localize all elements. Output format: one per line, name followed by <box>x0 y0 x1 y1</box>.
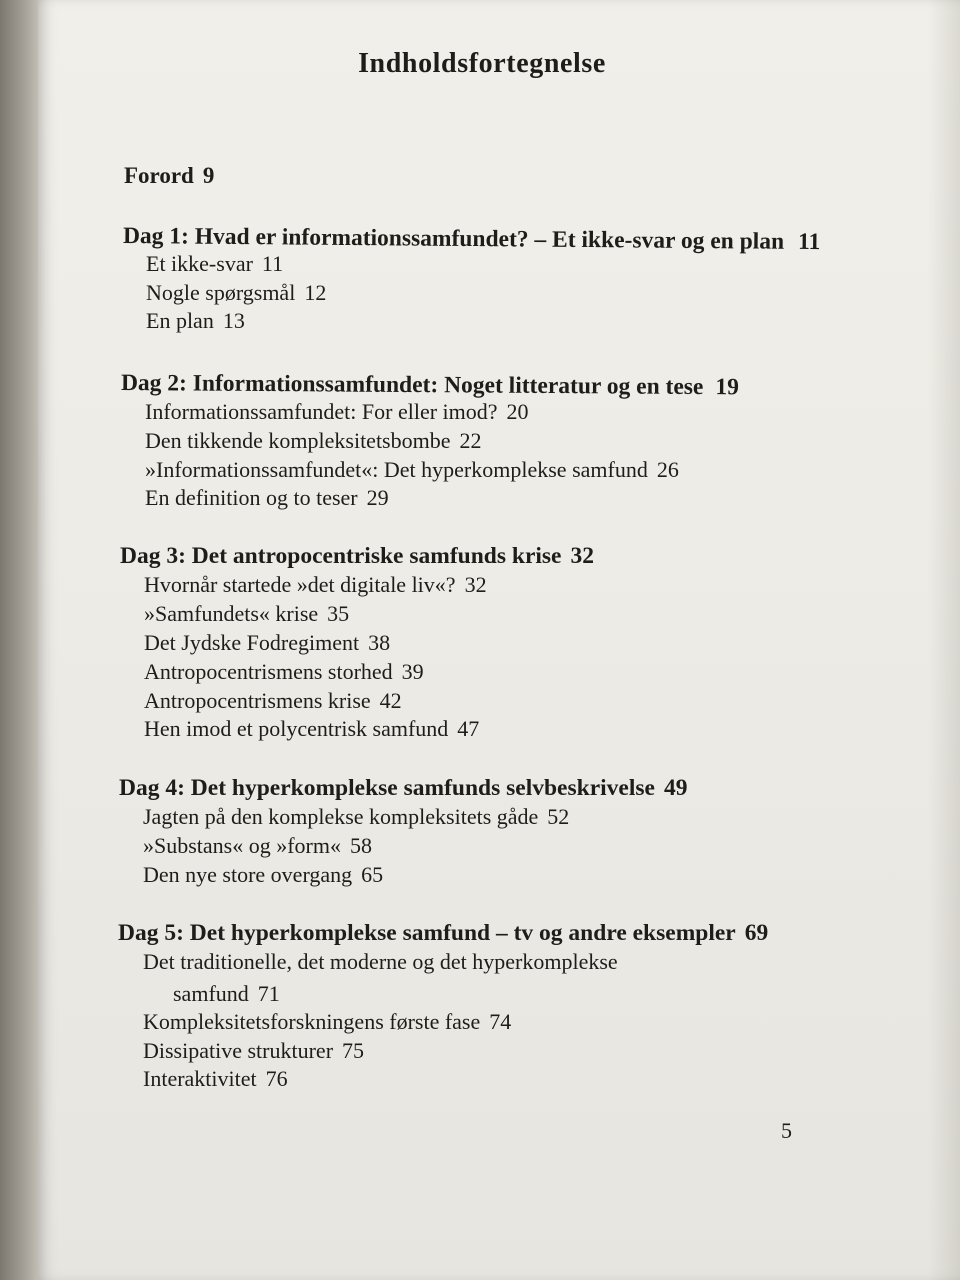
toc-page-number: 39 <box>401 659 424 684</box>
toc-page-number: 11 <box>797 228 821 256</box>
toc-entry-title: Dag 1: Hvad er informationssamfundet? – Et ikke-svar og en plan <box>122 223 785 255</box>
toc-entry-title: Informationssamfundet: For eller imod? <box>145 399 498 424</box>
toc-page-number: 58 <box>350 833 372 858</box>
toc-page-number: 71 <box>257 981 280 1006</box>
toc-page-number: 20 <box>506 399 529 424</box>
toc-page-number: 52 <box>547 804 570 829</box>
toc-page-number: 29 <box>366 485 389 510</box>
toc-page-number: 74 <box>489 1009 512 1034</box>
toc-entry-title: Dag 5: Det hyperkomplekse samfund – tv og andre eksempler <box>118 920 736 946</box>
toc-entry-title: En plan <box>146 308 214 333</box>
toc-section <box>144 632 390 654</box>
toc-section <box>143 806 569 828</box>
toc-page-number: 11 <box>261 251 284 276</box>
toc-entry-title: Hvornår startede »det digitale liv«? <box>144 572 456 597</box>
toc-page-number: 49 <box>663 775 688 801</box>
toc-entry-title: Dag 2: Informationssamfundet: Noget litteratur og en tese <box>120 370 704 401</box>
toc-section <box>143 864 383 886</box>
page-title: Indholdsfortegnelse <box>358 48 606 79</box>
toc-page-number: 12 <box>304 280 327 305</box>
toc-section <box>143 1040 364 1062</box>
toc-entry-title: Den nye store overgang <box>143 862 353 887</box>
toc-page-number: 75 <box>342 1038 365 1063</box>
toc-chapter-forord <box>124 164 214 187</box>
toc-section <box>146 253 283 275</box>
toc-page-number: 38 <box>368 630 391 655</box>
toc-section <box>144 718 479 740</box>
page-number: 5 <box>781 1118 792 1143</box>
toc-page-number: 42 <box>379 688 402 713</box>
toc-section <box>145 487 389 509</box>
toc-entry-title: Kompleksitetsforskningens første fase <box>143 1009 481 1034</box>
toc-entry-title: Den tikkende kompleksitetsbombe <box>145 428 451 453</box>
toc-page-number: 65 <box>361 862 384 887</box>
toc-page-number: 32 <box>464 572 487 597</box>
toc-page-number: 9 <box>202 163 215 188</box>
toc-page-number: 47 <box>457 716 480 741</box>
toc-entry-title: Det traditionelle, det moderne og det hyperkomplekse <box>143 949 618 974</box>
toc-entry-title: Hen imod et polycentrisk samfund <box>144 716 449 741</box>
toc-entry-title: Dag 4: Det hyperkomplekse samfunds selvbeskrivelse <box>119 775 655 801</box>
toc-section <box>144 690 402 712</box>
toc-section <box>145 459 679 481</box>
toc-entry-title: Det Jydske Fodregiment <box>144 630 360 655</box>
toc-entry-title: En definition og to teser <box>145 485 358 510</box>
toc-entry-title: samfund <box>173 981 249 1006</box>
toc-chapter-dag-2 <box>121 372 739 400</box>
toc-entry-title: Et ikke-svar <box>146 251 253 276</box>
toc-entry-title: Antropocentrismens krise <box>144 688 371 713</box>
toc-page-number: 32 <box>570 543 594 569</box>
toc-section <box>144 603 349 625</box>
toc-entry-title: »Samfundets« krise <box>144 601 319 626</box>
toc-section <box>143 951 618 973</box>
toc-page-number: 35 <box>327 601 350 626</box>
toc-section <box>146 310 245 332</box>
toc-page-number: 22 <box>459 428 482 453</box>
toc-chapter-dag-4 <box>119 777 687 801</box>
toc-chapter-dag-5 <box>118 922 768 946</box>
toc-entry-title: Forord <box>124 163 194 188</box>
toc-page-number: 76 <box>265 1066 288 1091</box>
toc-section <box>145 430 482 452</box>
toc-entry-title: Interaktivitet <box>143 1066 257 1091</box>
toc-page-number: 69 <box>744 920 769 946</box>
toc-section <box>143 835 372 857</box>
toc-page-number: 19 <box>715 374 739 401</box>
toc-page-number: 26 <box>656 457 679 482</box>
toc-section <box>143 1011 511 1033</box>
toc-entry-title: Antropocentrismens storhed <box>144 659 393 684</box>
toc-entry-title: »Informationssamfundet«: Det hyperkomplekse samfund <box>145 457 648 482</box>
toc-chapter-dag-3 <box>120 545 594 569</box>
toc-section-continuation <box>173 983 280 1005</box>
toc-section <box>146 282 326 304</box>
toc-page-number: 13 <box>222 308 245 333</box>
toc-section <box>145 401 529 423</box>
toc-entry-title: Dag 3: Det antropocentriske samfunds krise <box>120 543 562 569</box>
toc-section <box>144 661 424 683</box>
toc-entry-title: Dissipative strukturer <box>143 1038 334 1063</box>
toc-section <box>144 574 487 596</box>
toc-entry-title: Nogle spørgsmål <box>146 280 296 305</box>
toc-entry-title: Jagten på den komplekse kompleksitets gåde <box>143 804 539 829</box>
toc-entry-title: »Substans« og »form« <box>143 833 341 858</box>
toc-section <box>143 1068 288 1090</box>
